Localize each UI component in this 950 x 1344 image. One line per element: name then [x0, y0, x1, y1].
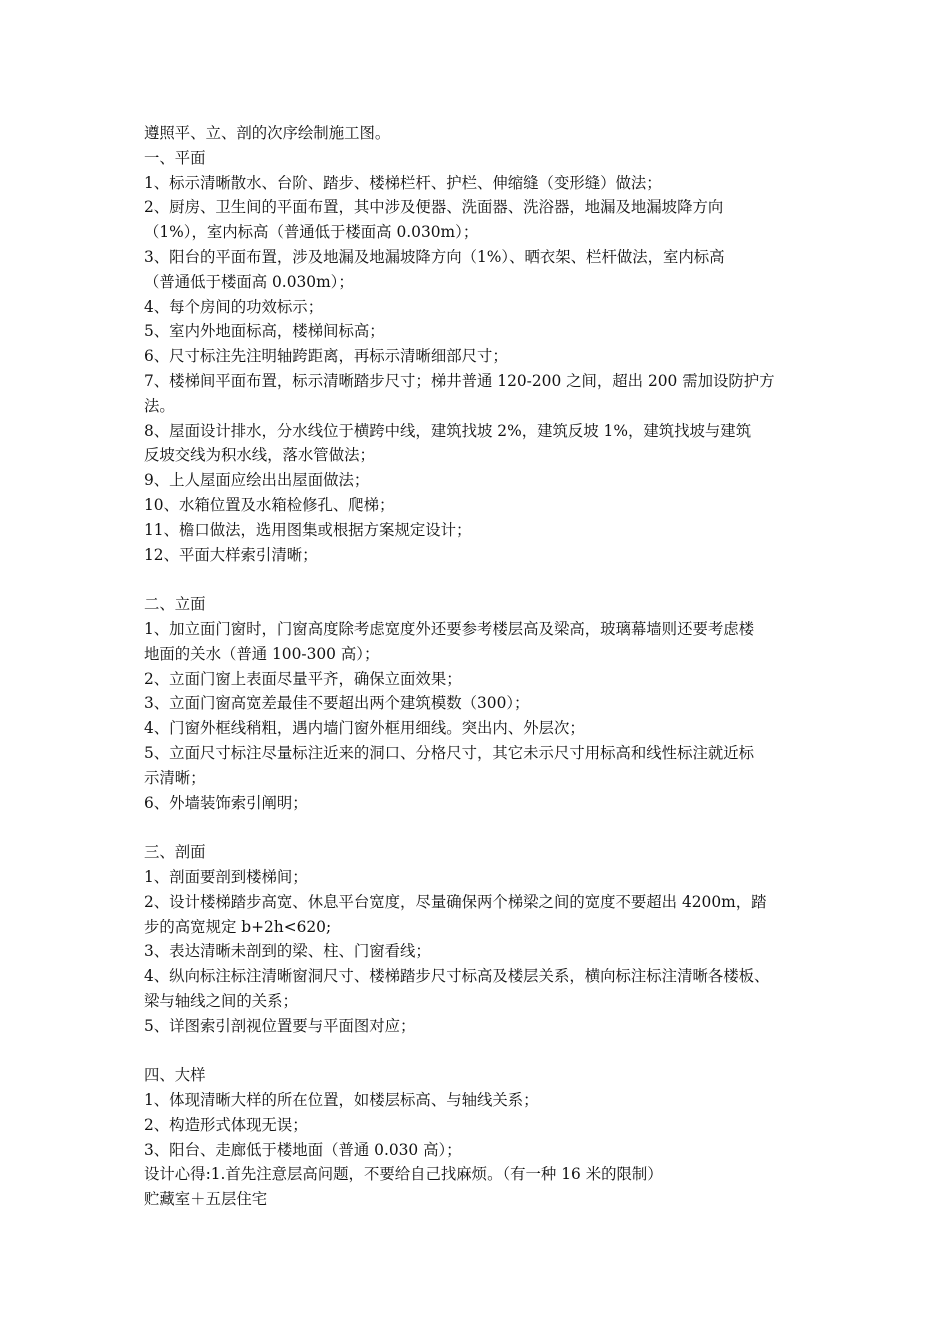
text-line: 4、纵向标注标注清晰窗洞尺寸、楼梯踏步尺寸标高及楼层关系，横向标注标注清晰各楼板、 [144, 967, 770, 986]
text-line: 2、厨房、卫生间的平面布置，其中涉及便器、洗面器、洗浴器，地漏及地漏坡降方向 [144, 198, 724, 217]
text-line: 4、门窗外框线稍粗，遇内墙门窗外框用细线。突出内、外层次； [144, 719, 585, 738]
text-line: 6、外墙装饰索引阐明； [144, 793, 308, 812]
blank-line [144, 567, 824, 592]
text-line: 2、构造形式体现无误； [144, 1115, 308, 1134]
text-line: 2、立面门窗上表面尽量平齐，确保立面效果； [144, 669, 462, 688]
text-line: 1、体现清晰大样的所在位置，如楼层标高、与轴线关系； [144, 1091, 539, 1110]
text-line: 1、标示清晰散水、台阶、踏步、楼梯栏杆、护栏、伸缩缝（变形缝）做法； [144, 173, 662, 192]
text-line: （1%），室内标高（普通低于楼面高 0.030m）； [144, 223, 479, 242]
text-line: 地面的关水（普通 100-300 高）； [144, 644, 380, 663]
text-line: 反坡交线为积水线，落水管做法； [144, 446, 375, 465]
text-line: 5、立面尺寸标注尽量标注近来的洞口、分格尺寸，其它未示尺寸用标高和线性标注就近标 [144, 743, 755, 762]
text-line: 12、平面大样索引清晰； [144, 545, 318, 564]
blank-line [144, 815, 824, 840]
text-line: 贮藏室＋五层住宅 [144, 1190, 268, 1209]
text-line: 4、每个房间的功效标示； [144, 297, 324, 316]
text-line: 10、水箱位置及水箱检修孔、爬梯； [144, 495, 395, 514]
text-line: 5、详图索引剖视位置要与平面图对应； [144, 1016, 416, 1035]
text-line: 步的高宽规定 b+2h<620; [144, 917, 332, 936]
text-line: 5、室内外地面标高，楼梯间标高； [144, 322, 385, 341]
text-line: 梁与轴线之间的关系； [144, 991, 298, 1010]
text-line: 6、尺寸标注先注明轴跨距离，再标示清晰细部尺寸； [144, 347, 508, 366]
text-line: 3、阳台的平面布置，涉及地漏及地漏坡降方向（1%）、晒衣架、栏杆做法，室内标高 [144, 247, 725, 266]
text-line: 3、阳台、走廊低于楼地面（普通 0.030 高）； [144, 1140, 462, 1159]
text-line: 设计心得:1.首先注意层高问题，不要给自己找麻烦。（有一种 16 米的限制） [144, 1165, 663, 1184]
text-line: 四、大样 [144, 1066, 206, 1085]
text-line: 二、立面 [144, 595, 206, 614]
text-line: 3、表达清晰未剖到的梁、柱、门窗看线； [144, 942, 431, 961]
text-line: 9、上人屋面应绘出出屋面做法； [144, 471, 370, 490]
text-line: 1、剖面要剖到楼梯间； [144, 867, 308, 886]
blank-line [144, 1038, 824, 1063]
text-line: 遵照平、立、剖的次序绘制施工图。 [144, 124, 391, 142]
document-body [144, 121, 824, 1212]
text-line: 示清晰； [144, 768, 206, 787]
text-line: 法。 [144, 396, 175, 415]
text-line: 3、立面门窗高宽差最佳不要超出两个建筑模数（300）； [144, 694, 530, 713]
text-line: 8、屋面设计排水，分水线位于横跨中线，建筑找坡 2%，建筑反坡 1%，建筑找坡与建筑 [144, 421, 752, 440]
text-line: 一、平面 [144, 148, 206, 167]
text-line: 11、檐口做法，选用图集或根据方案规定设计； [144, 520, 472, 539]
text-line: 1、加立面门窗时，门窗高度除考虑宽度外还要参考楼层高及梁高，玻璃幕墙则还要考虑楼 [144, 619, 755, 638]
text-line: 7、楼梯间平面布置，标示清晰踏步尺寸；梯井普通 120-200 之间，超出 200 需加设防护方 [144, 371, 775, 390]
text-line: （普通低于楼面高 0.030m）； [144, 272, 354, 291]
text-line: 三、剖面 [144, 843, 206, 862]
text-line: 2、设计楼梯踏步高宽、休息平台宽度，尽量确保两个梯梁之间的宽度不要超出 4200m，踏 [144, 892, 767, 911]
